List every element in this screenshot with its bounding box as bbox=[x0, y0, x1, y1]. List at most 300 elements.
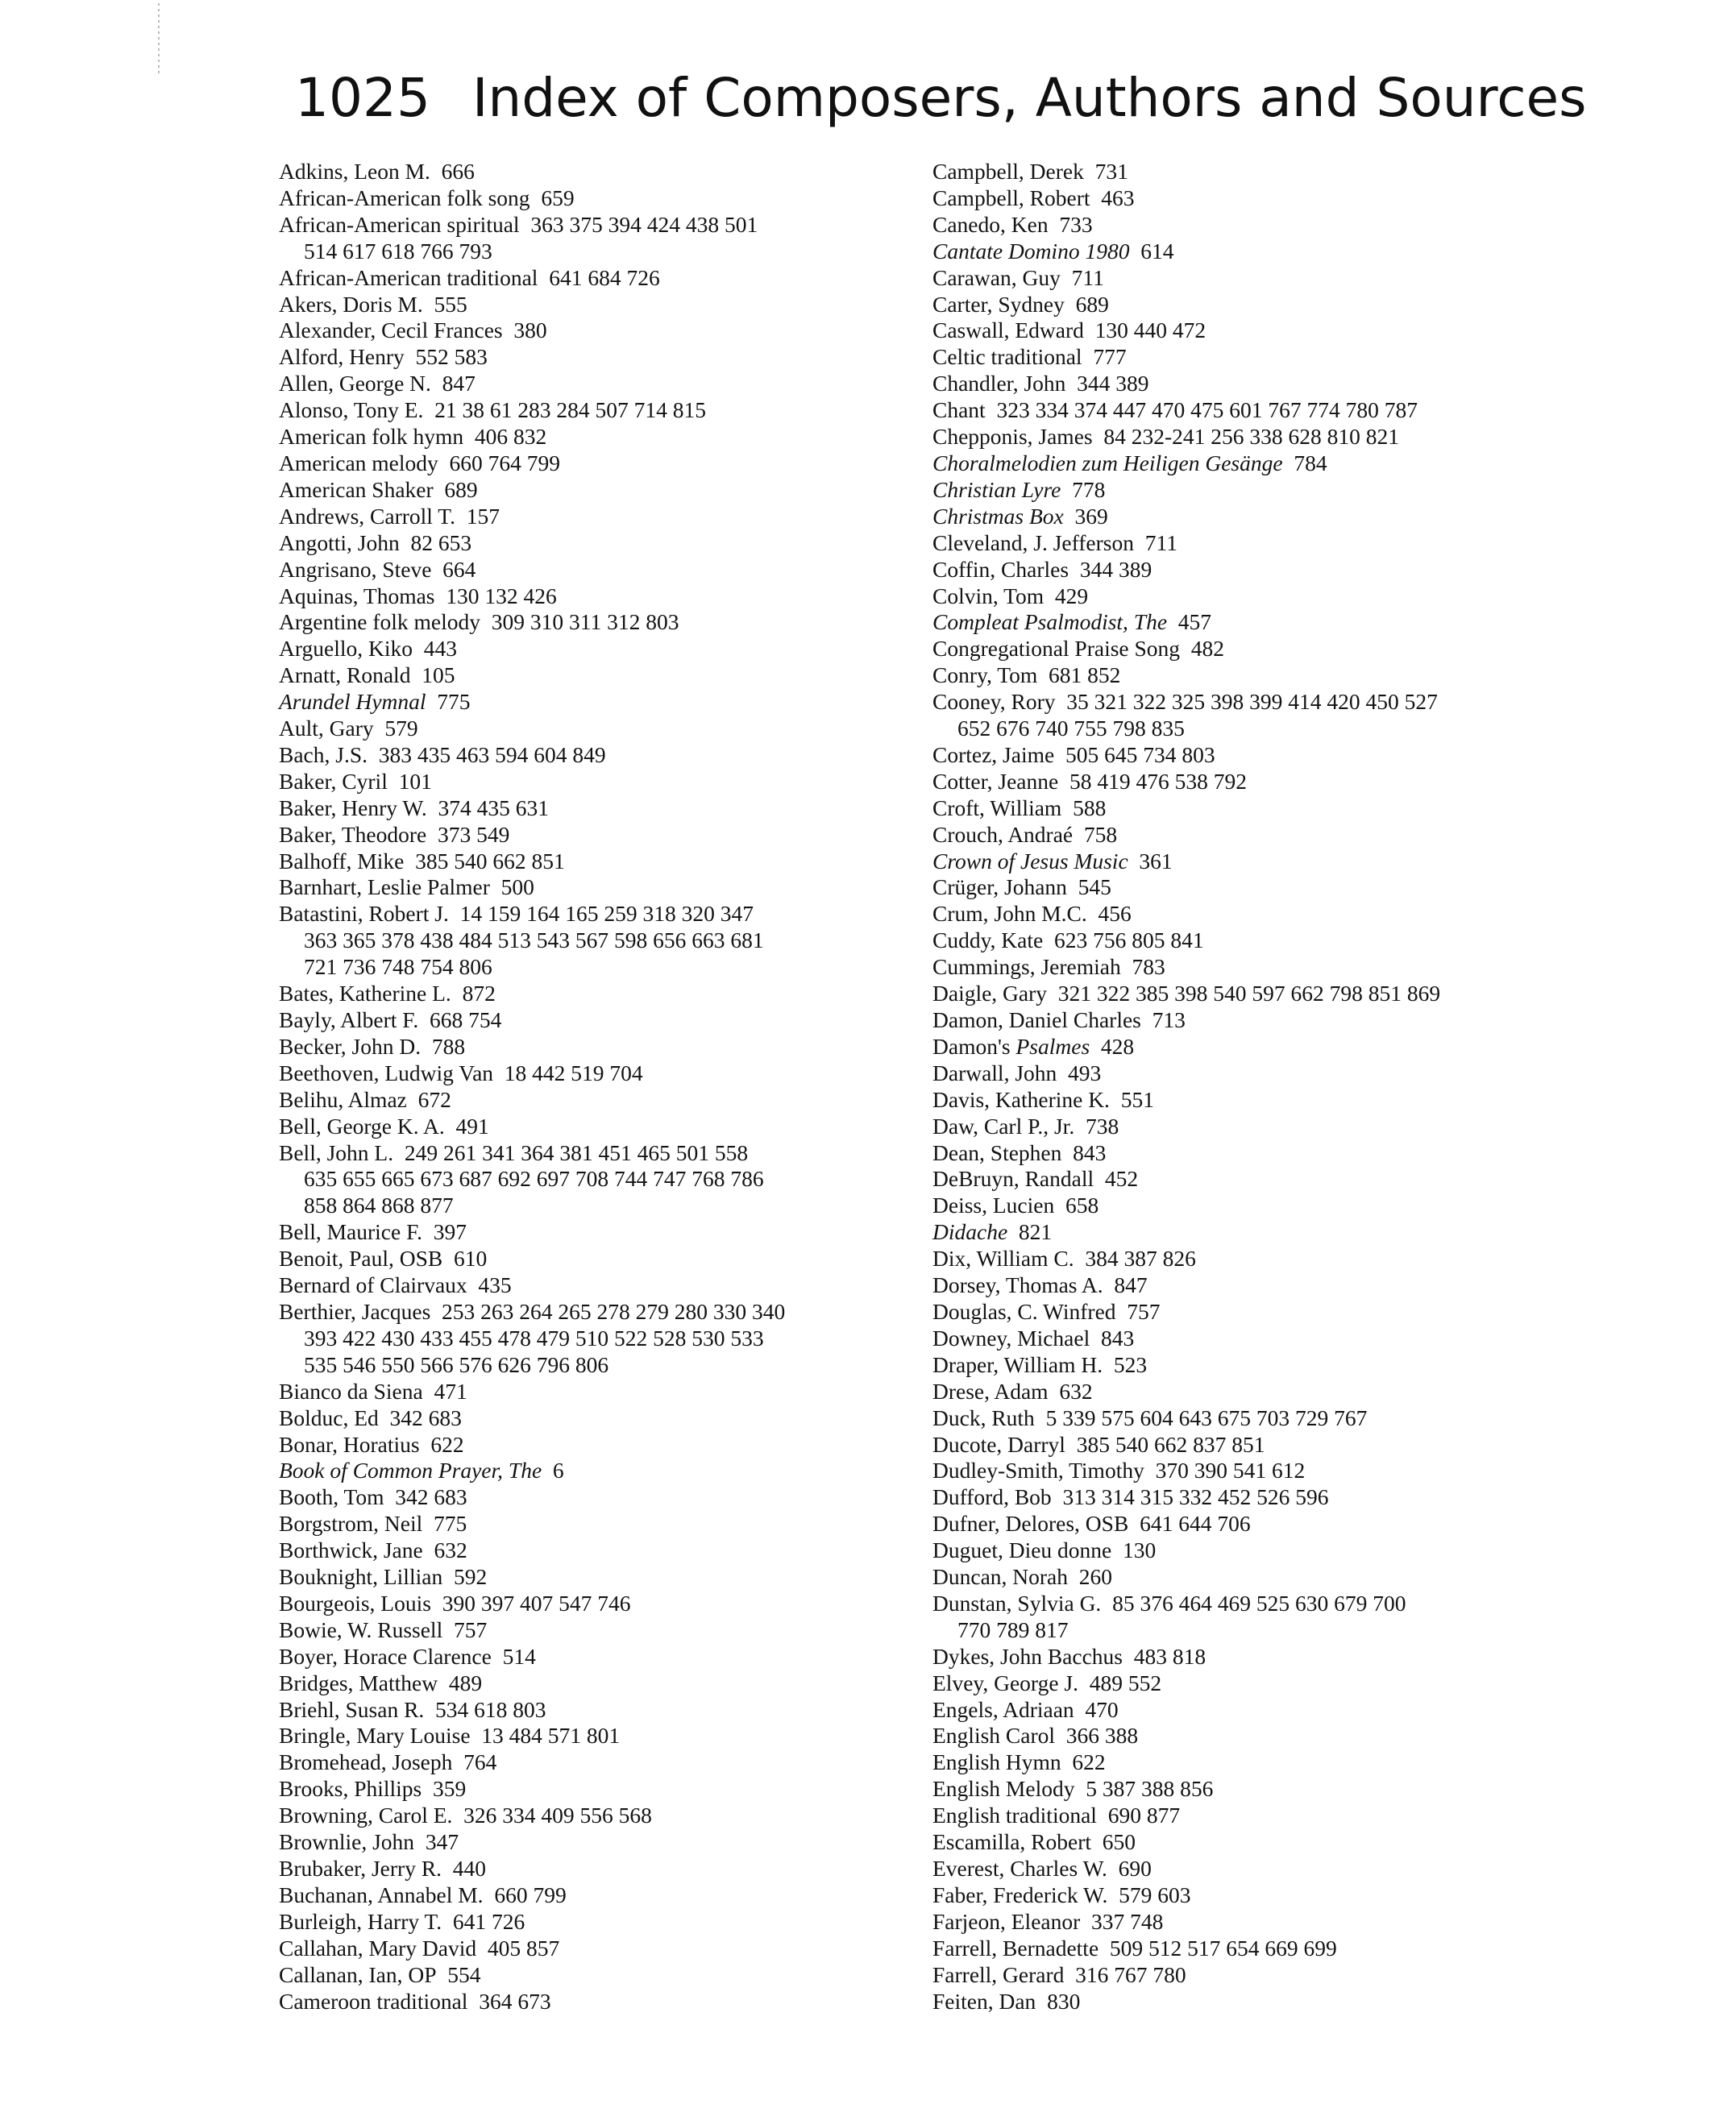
entry-refs: 21 38 61 283 284 507 714 815 bbox=[434, 397, 707, 423]
entry-refs-continued: 770 789 817 bbox=[957, 1616, 1069, 1642]
index-entry bbox=[279, 212, 932, 265]
index-entry bbox=[279, 874, 932, 901]
entry-name: Bouknight, Lillian bbox=[279, 1564, 443, 1590]
entry-refs: 784 bbox=[1294, 450, 1327, 475]
entry-refs: 579 603 bbox=[1119, 1882, 1191, 1907]
index-entry bbox=[279, 504, 932, 530]
entry-name: Damon, Daniel Charles bbox=[932, 1007, 1141, 1032]
index-entry bbox=[279, 557, 932, 583]
entry-name: Campbell, Derek bbox=[932, 159, 1084, 184]
entry-refs: 342 683 bbox=[389, 1405, 462, 1430]
entry-name: Argentine folk melody bbox=[279, 609, 480, 635]
entry-name: Duck, Ruth bbox=[932, 1405, 1035, 1430]
entry-name: Barnhart, Leslie Palmer bbox=[279, 874, 490, 900]
entry-name: Conry, Tom bbox=[932, 662, 1038, 688]
entry-refs: 588 bbox=[1073, 795, 1107, 820]
entry-refs: 130 440 472 bbox=[1094, 317, 1206, 343]
entry-refs: 84 232-241 256 338 628 810 821 bbox=[1103, 424, 1400, 450]
index-entry bbox=[932, 1140, 1658, 1167]
entry-name: Allen, George N. bbox=[279, 371, 431, 396]
entry-refs: 690 877 bbox=[1107, 1803, 1181, 1828]
entry-name: Celtic traditional bbox=[932, 344, 1082, 370]
entry-refs: 342 683 bbox=[395, 1484, 467, 1510]
entry-name: English traditional bbox=[932, 1803, 1097, 1828]
entry-name: Dykes, John Bacchus bbox=[932, 1643, 1123, 1669]
entry-name: Buchanan, Annabel M. bbox=[279, 1882, 484, 1907]
index-entry bbox=[279, 1670, 932, 1697]
entry-refs: 249 261 341 364 381 451 465 501 558 bbox=[404, 1139, 749, 1165]
entry-refs: 489 552 bbox=[1089, 1670, 1162, 1695]
index-entry bbox=[932, 1776, 1658, 1803]
entry-refs: 711 bbox=[1144, 529, 1177, 555]
entry-refs: 523 bbox=[1113, 1351, 1148, 1377]
entry-name: Bates, Katherine L. bbox=[279, 981, 451, 1006]
entry-refs: 363 375 394 424 438 501 bbox=[530, 211, 758, 237]
index-entry bbox=[279, 1140, 932, 1220]
entry-name: Boyer, Horace Clarence bbox=[279, 1643, 492, 1669]
entry-refs: 554 bbox=[447, 1961, 481, 1987]
entry-name: Brooks, Phillips bbox=[279, 1776, 422, 1802]
entry-refs: 443 bbox=[423, 636, 458, 662]
entry-name: Brubaker, Jerry R. bbox=[279, 1856, 442, 1881]
entry-refs: 253 263 264 265 278 279 280 330 340 bbox=[442, 1298, 786, 1324]
entry-refs: 491 bbox=[455, 1113, 489, 1139]
entry-name: Crum, John M.C. bbox=[932, 901, 1087, 927]
index-entry bbox=[932, 1458, 1658, 1484]
index-entry bbox=[932, 927, 1658, 954]
entry-name: Campbell, Robert bbox=[932, 185, 1090, 210]
entry-refs: 738 bbox=[1085, 1113, 1119, 1139]
entry-refs: 552 583 bbox=[415, 344, 488, 370]
entry-refs: 130 132 426 bbox=[446, 583, 557, 608]
entry-name-italic: Psalmes bbox=[1015, 1033, 1090, 1059]
entry-refs: 592 bbox=[453, 1564, 488, 1590]
index-entry bbox=[932, 1670, 1658, 1697]
index-entry bbox=[279, 397, 932, 424]
index-entry bbox=[279, 662, 932, 689]
entry-name: Faber, Frederick W. bbox=[932, 1882, 1108, 1907]
entry-name: Alonso, Tony E. bbox=[279, 397, 424, 423]
entry-name: Batastini, Robert J. bbox=[279, 901, 449, 927]
entry-name: DeBruyn, Randall bbox=[932, 1166, 1094, 1192]
entry-name: Dean, Stephen bbox=[932, 1139, 1062, 1165]
entry-refs-continued: 514 617 618 766 793 bbox=[304, 238, 492, 264]
entry-name: American folk hymn bbox=[279, 424, 464, 450]
entry-refs: 534 618 803 bbox=[435, 1696, 546, 1722]
index-entry bbox=[279, 1379, 932, 1405]
entry-name: Duncan, Norah bbox=[932, 1564, 1068, 1590]
entry-refs: 757 bbox=[453, 1616, 488, 1642]
entry-refs: 390 397 407 547 746 bbox=[442, 1590, 631, 1616]
scan-edge-mark bbox=[158, 3, 160, 76]
entry-refs: 471 bbox=[434, 1378, 467, 1404]
entry-name: Browning, Carol E. bbox=[279, 1803, 453, 1828]
index-entry bbox=[932, 1326, 1658, 1352]
entry-refs: 397 bbox=[433, 1219, 467, 1245]
entry-name: Ault, Gary bbox=[279, 716, 374, 741]
index-entry bbox=[932, 530, 1658, 557]
entry-name: Cuddy, Kate bbox=[932, 927, 1044, 953]
entry-name: Alexander, Cecil Frances bbox=[279, 317, 503, 343]
entry-refs: 614 bbox=[1140, 238, 1174, 264]
index-entry bbox=[932, 185, 1658, 212]
index-entry bbox=[279, 1484, 932, 1511]
entry-refs: 777 bbox=[1093, 344, 1127, 370]
index-entry bbox=[932, 1166, 1658, 1193]
index-entry bbox=[932, 557, 1658, 583]
entry-refs: 380 bbox=[513, 317, 547, 343]
entry-refs: 641 644 706 bbox=[1140, 1511, 1251, 1537]
entry-name: Benoit, Paul, OSB bbox=[279, 1246, 443, 1272]
index-entry bbox=[279, 901, 932, 981]
index-entry bbox=[932, 1989, 1658, 2015]
entry-refs: 788 bbox=[431, 1033, 466, 1059]
entry-refs: 470 bbox=[1085, 1696, 1119, 1722]
entry-name: Brownlie, John bbox=[279, 1829, 415, 1855]
entry-refs: 689 bbox=[444, 476, 478, 502]
entry-name: Colvin, Tom bbox=[932, 583, 1045, 608]
entry-refs: 428 bbox=[1100, 1033, 1135, 1059]
index-entry bbox=[932, 1484, 1658, 1511]
index-entry bbox=[279, 292, 932, 318]
entry-name: Carter, Sydney bbox=[932, 291, 1065, 317]
entry-refs: 383 435 463 594 604 849 bbox=[378, 741, 606, 767]
entry-name: Chepponis, James bbox=[932, 424, 1093, 450]
index-entry bbox=[932, 1856, 1658, 1882]
entry-refs: 681 852 bbox=[1049, 662, 1121, 688]
entry-name: Arundel Hymnal bbox=[279, 689, 426, 715]
index-entry bbox=[279, 450, 932, 477]
entry-name: Daw, Carl P., Jr. bbox=[932, 1113, 1075, 1139]
entry-refs: 5 387 388 856 bbox=[1086, 1776, 1214, 1802]
entry-name: Croft, William bbox=[932, 795, 1062, 820]
entry-refs: 650 bbox=[1102, 1829, 1136, 1855]
entry-name: Congregational Praise Song bbox=[932, 636, 1181, 662]
index-entry bbox=[279, 849, 932, 875]
index-entry bbox=[279, 742, 932, 769]
entry-refs: 366 388 bbox=[1065, 1723, 1139, 1749]
index-entry bbox=[932, 609, 1658, 636]
entry-name: Adkins, Leon M. bbox=[279, 159, 430, 184]
entry-refs: 555 bbox=[434, 291, 467, 317]
entry-name: Chant bbox=[932, 397, 986, 423]
entry-name: Escamilla, Robert bbox=[932, 1829, 1092, 1855]
index-entry bbox=[932, 1352, 1658, 1379]
index-entry bbox=[932, 981, 1658, 1007]
index-entry bbox=[279, 1962, 932, 1989]
entry-refs: 309 310 311 312 803 bbox=[491, 609, 679, 635]
entry-name: Belihu, Almaz bbox=[279, 1086, 407, 1112]
index-entry bbox=[932, 1246, 1658, 1272]
entry-name: Caswall, Edward bbox=[932, 317, 1084, 343]
entry-refs: 5 339 575 604 643 675 703 729 767 bbox=[1045, 1405, 1368, 1430]
index-entry bbox=[932, 159, 1658, 185]
index-entry bbox=[932, 1087, 1658, 1114]
entry-refs-continued: 363 365 378 438 484 513 543 567 598 656 663 681 bbox=[304, 927, 764, 953]
index-entry bbox=[279, 1432, 932, 1459]
entry-refs: 58 419 476 538 792 bbox=[1069, 768, 1247, 794]
index-entry bbox=[279, 769, 932, 795]
entry-refs: 505 645 734 803 bbox=[1065, 741, 1215, 767]
entry-name: Beethoven, Ludwig Van bbox=[279, 1060, 494, 1085]
entry-name: Balhoff, Mike bbox=[279, 848, 405, 873]
entry-refs: 500 bbox=[500, 874, 534, 900]
entry-refs: 622 bbox=[1072, 1749, 1106, 1775]
entry-refs: 579 bbox=[384, 716, 418, 741]
index-entry bbox=[279, 981, 932, 1007]
index-entry bbox=[279, 1723, 932, 1749]
entry-name: Engels, Adriaan bbox=[932, 1696, 1074, 1722]
entry-name: Borthwick, Jane bbox=[279, 1537, 423, 1563]
index-entry bbox=[932, 1379, 1658, 1405]
entry-refs: 689 bbox=[1075, 291, 1109, 317]
index-entry bbox=[279, 1060, 932, 1087]
index-entry bbox=[932, 1114, 1658, 1140]
entry-refs: 326 334 409 556 568 bbox=[463, 1803, 652, 1828]
entry-refs-continued: 635 655 665 673 687 692 697 708 744 747 768 786 bbox=[304, 1166, 764, 1192]
entry-refs: 384 387 826 bbox=[1085, 1246, 1196, 1272]
entry-refs: 731 bbox=[1094, 159, 1128, 184]
index-entry bbox=[279, 424, 932, 450]
entry-name: Bourgeois, Louis bbox=[279, 1590, 431, 1616]
entry-name: Aquinas, Thomas bbox=[279, 583, 435, 608]
entry-name: Cortez, Jaime bbox=[932, 741, 1055, 767]
index-entry bbox=[932, 1803, 1658, 1829]
entry-name: English Carol bbox=[932, 1723, 1056, 1749]
entry-name: Crown of Jesus Music bbox=[932, 848, 1128, 873]
entry-name: Deiss, Lucien bbox=[932, 1193, 1055, 1218]
entry-name: African-American spiritual bbox=[279, 211, 520, 237]
index-entry bbox=[932, 317, 1658, 344]
entry-refs: 440 bbox=[452, 1856, 487, 1881]
entry-name: Farrell, Gerard bbox=[932, 1961, 1065, 1987]
entry-name: Baker, Theodore bbox=[279, 821, 427, 847]
entry-refs: 659 bbox=[541, 185, 575, 210]
index-entry bbox=[279, 636, 932, 662]
index-entry bbox=[279, 583, 932, 610]
index-entry bbox=[279, 344, 932, 371]
entry-name: Bonar, Horatius bbox=[279, 1431, 420, 1457]
index-entry bbox=[279, 1246, 932, 1272]
index-entry bbox=[932, 1936, 1658, 1962]
entry-name: Choralmelodien zum Heiligen Gesänge bbox=[932, 450, 1283, 475]
entry-name: Akers, Doris M. bbox=[279, 291, 423, 317]
entry-name: Arguello, Kiko bbox=[279, 636, 413, 662]
entry-name: Christian Lyre bbox=[932, 476, 1061, 502]
index-entry bbox=[932, 1034, 1658, 1060]
index-entry bbox=[279, 822, 932, 849]
entry-refs: 632 bbox=[434, 1537, 467, 1563]
entry-refs: 369 bbox=[1074, 503, 1108, 529]
entry-refs: 493 bbox=[1068, 1060, 1102, 1085]
entry-refs: 457 bbox=[1177, 609, 1212, 635]
entry-name: Dufner, Delores, OSB bbox=[932, 1511, 1129, 1537]
entry-name: Bernard of Clairvaux bbox=[279, 1272, 467, 1298]
index-entry bbox=[932, 1432, 1658, 1459]
entry-refs: 551 bbox=[1120, 1086, 1154, 1112]
entry-refs: 130 bbox=[1123, 1537, 1157, 1563]
index-entry bbox=[932, 1219, 1658, 1246]
index-entry bbox=[279, 609, 932, 636]
index-entry bbox=[279, 371, 932, 397]
page-title: Index of Composers, Authors and Sources bbox=[471, 67, 1587, 129]
entry-name: African-American folk song bbox=[279, 185, 530, 210]
entry-refs: 623 756 805 841 bbox=[1053, 927, 1204, 953]
entry-refs-continued: 721 736 748 754 806 bbox=[304, 954, 492, 980]
entry-refs: 489 bbox=[448, 1670, 483, 1695]
entry-refs: 847 bbox=[442, 371, 476, 396]
entry-name: Bell, George K. A. bbox=[279, 1113, 445, 1139]
entry-name: Cleveland, J. Jefferson bbox=[932, 529, 1134, 555]
entry-name: Feiten, Dan bbox=[932, 1988, 1036, 2014]
entry-refs: 758 bbox=[1083, 821, 1118, 847]
index-entry bbox=[932, 450, 1658, 477]
index-entry bbox=[932, 1644, 1658, 1670]
entry-refs: 321 322 385 398 540 597 662 798 851 869 bbox=[1057, 981, 1441, 1006]
index-entry bbox=[932, 477, 1658, 504]
entry-refs: 610 bbox=[453, 1246, 488, 1272]
entry-name: Duguet, Dieu donne bbox=[932, 1537, 1112, 1563]
index-entry bbox=[932, 849, 1658, 875]
entry-refs: 361 bbox=[1139, 848, 1173, 873]
entry-name: American Shaker bbox=[279, 476, 434, 502]
entry-refs: 429 bbox=[1054, 583, 1089, 608]
entry-refs: 821 bbox=[1018, 1219, 1053, 1245]
entry-refs: 435 bbox=[478, 1272, 512, 1298]
entry-name: Bromehead, Joseph bbox=[279, 1749, 453, 1775]
entry-refs: 456 bbox=[1098, 901, 1132, 927]
entry-name: English Melody bbox=[932, 1776, 1075, 1802]
entry-name: Cameroon traditional bbox=[279, 1988, 468, 2014]
index-entry bbox=[279, 1219, 932, 1246]
entry-refs: 101 bbox=[398, 768, 432, 794]
index-entry bbox=[279, 1034, 932, 1060]
entry-refs: 347 bbox=[425, 1829, 459, 1855]
index-entry bbox=[279, 1087, 932, 1114]
entry-name: Andrews, Carroll T. bbox=[279, 503, 455, 529]
entry-name: Christmas Box bbox=[932, 503, 1064, 529]
entry-refs: 482 bbox=[1190, 636, 1225, 662]
index-entry bbox=[279, 1591, 932, 1617]
entry-name: Daigle, Gary bbox=[932, 981, 1048, 1006]
entry-refs: 545 bbox=[1078, 874, 1111, 900]
index-entry bbox=[932, 265, 1658, 292]
entry-name: Berthier, Jacques bbox=[279, 1298, 431, 1324]
entry-name: Farrell, Bernadette bbox=[932, 1935, 1099, 1961]
entry-name: Cantate Domino 1980 bbox=[932, 238, 1130, 264]
entry-refs: 370 390 541 612 bbox=[1155, 1458, 1306, 1483]
entry-name: Farjeon, Eleanor bbox=[932, 1908, 1081, 1934]
index-entry bbox=[932, 1749, 1658, 1776]
entry-name: Bianco da Siena bbox=[279, 1378, 423, 1404]
entry-refs: 14 159 164 165 259 318 320 347 bbox=[459, 901, 754, 927]
index-entry bbox=[932, 344, 1658, 371]
entry-refs: 775 bbox=[434, 1511, 467, 1537]
entry-name: Ducote, Darryl bbox=[932, 1431, 1065, 1457]
entry-refs: 711 bbox=[1071, 264, 1104, 290]
index-entry bbox=[279, 1511, 932, 1537]
entry-name: Briehl, Susan R. bbox=[279, 1696, 425, 1722]
entry-refs: 157 bbox=[466, 503, 500, 529]
entry-name: Douglas, C. Winfred bbox=[932, 1298, 1116, 1324]
entry-name: Compleat Psalmodist, The bbox=[932, 609, 1168, 635]
index-entry bbox=[932, 1829, 1658, 1856]
index-entry bbox=[279, 1299, 932, 1379]
entry-refs: 514 bbox=[502, 1643, 536, 1669]
entry-refs: 105 bbox=[422, 662, 455, 688]
entry-refs: 337 748 bbox=[1091, 1908, 1164, 1934]
entry-refs-continued: 652 676 740 755 798 835 bbox=[957, 716, 1185, 741]
entry-name: Damon's bbox=[932, 1033, 1011, 1059]
index-entry bbox=[932, 583, 1658, 610]
entry-refs: 658 bbox=[1065, 1193, 1099, 1218]
entry-refs: 374 435 631 bbox=[438, 795, 549, 820]
entry-name: Dorsey, Thomas A. bbox=[932, 1272, 1103, 1298]
entry-name: Angrisano, Steve bbox=[279, 556, 432, 582]
entry-refs: 6 bbox=[552, 1458, 564, 1483]
entry-refs: 622 bbox=[430, 1431, 464, 1457]
index-entry bbox=[279, 1272, 932, 1299]
entry-name: Canedo, Ken bbox=[932, 211, 1049, 237]
entry-refs: 18 442 519 704 bbox=[504, 1060, 643, 1085]
index-entry bbox=[279, 1936, 932, 1962]
entry-name: Dunstan, Sylvia G. bbox=[932, 1590, 1102, 1616]
index-entry bbox=[279, 1989, 932, 2015]
entry-name: Bridges, Matthew bbox=[279, 1670, 438, 1695]
index-entry bbox=[932, 1962, 1658, 1989]
entry-name: Elvey, George J. bbox=[932, 1670, 1078, 1695]
entry-refs: 373 549 bbox=[437, 821, 510, 847]
entry-name: Everest, Charles W. bbox=[932, 1856, 1107, 1881]
index-entry bbox=[279, 1882, 932, 1909]
entry-refs: 13 484 571 801 bbox=[481, 1723, 621, 1749]
index-entry bbox=[279, 1803, 932, 1829]
entry-refs: 672 bbox=[417, 1086, 451, 1112]
index-entry bbox=[932, 397, 1658, 424]
entry-name: Didache bbox=[932, 1219, 1008, 1245]
entry-refs-continued: 535 546 550 566 576 626 796 806 bbox=[304, 1351, 609, 1377]
entry-name: Darwall, John bbox=[932, 1060, 1057, 1085]
entry-refs: 406 832 bbox=[474, 424, 547, 450]
index-entry bbox=[279, 1697, 932, 1724]
entry-name: Carawan, Guy bbox=[932, 264, 1061, 290]
index-entry bbox=[279, 1749, 932, 1776]
entry-name: Downey, Michael bbox=[932, 1325, 1090, 1351]
entry-refs: 847 bbox=[1114, 1272, 1148, 1298]
index-entry bbox=[932, 636, 1658, 662]
entry-name: Booth, Tom bbox=[279, 1484, 384, 1510]
entry-name: Alford, Henry bbox=[279, 344, 405, 370]
entry-name: Baker, Henry W. bbox=[279, 795, 427, 820]
entry-refs: 316 767 780 bbox=[1075, 1961, 1186, 1987]
index-entry bbox=[932, 1511, 1658, 1537]
entry-refs: 764 bbox=[463, 1749, 497, 1775]
index-entry bbox=[932, 1564, 1658, 1591]
entry-refs: 664 bbox=[442, 556, 476, 582]
entry-name: Chandler, John bbox=[932, 371, 1066, 396]
entry-name: Becker, John D. bbox=[279, 1033, 422, 1059]
index-column-left bbox=[279, 159, 932, 2015]
entry-refs-continued: 858 864 868 877 bbox=[304, 1193, 454, 1218]
index-entry bbox=[932, 1193, 1658, 1219]
entry-refs: 641 684 726 bbox=[549, 264, 660, 290]
entry-name: English Hymn bbox=[932, 1749, 1061, 1775]
index-entry bbox=[932, 239, 1658, 265]
entry-name: Bayly, Albert F. bbox=[279, 1007, 419, 1032]
index-entry bbox=[932, 689, 1658, 742]
entry-refs: 260 bbox=[1078, 1564, 1112, 1590]
index-entry bbox=[932, 1060, 1658, 1087]
